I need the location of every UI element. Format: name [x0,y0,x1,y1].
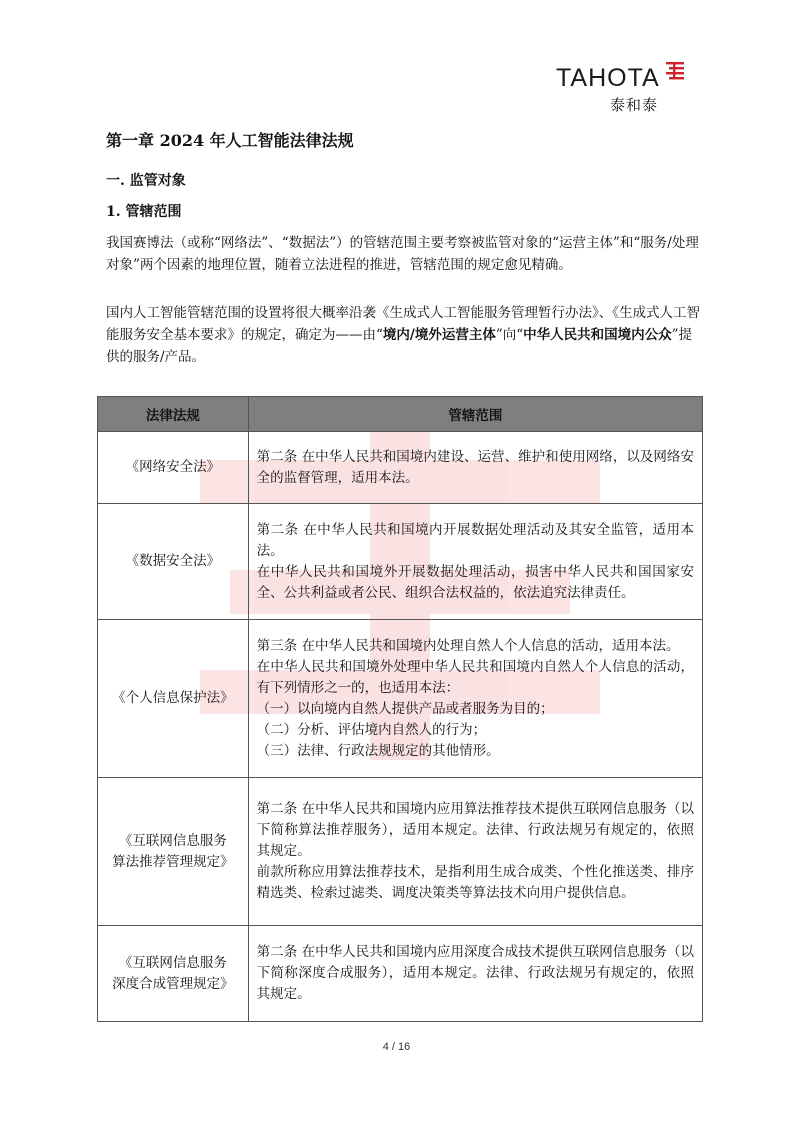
law-name-line: 深度合成管理规定》 [112,975,234,992]
law-name-line: 《互联网信息服务 [118,954,227,971]
logo-chinese-name: 泰和泰 [610,96,659,114]
law-name: 《个人信息保护法》 [98,620,249,778]
law-scope [248,778,702,926]
para2-text-a: 国内人工智能管辖范围的设置将很大概率沿袭《生成式人工智能服务管理暂行办法》、《生成式人工智能服务安全基本要求》的规定，确定为——由“ [106,305,700,343]
scope-line: （一）以向境内自然人提供产品或者服务为目的； [256,700,554,717]
section-title: 一. 监管对象 [106,173,186,189]
scope-line: （三）法律、行政法规规定的其他情形。 [256,742,500,759]
law-name [98,778,249,926]
chapter-title: 第一章 2024 年人工智能法律法规 [106,131,354,150]
paragraph-jurisdiction-scope [106,302,702,368]
law-name [98,926,249,1022]
table-row [98,620,703,778]
subsection-title: 1. 管辖范围 [106,204,182,220]
table-header-row [98,397,703,432]
law-scope [248,926,702,1022]
scope-line: 前款所称应用算法推荐技术，是指利用生成合成类、个性化推送类、排序精选类、检索过滤类、调度决策类等算法技术向用户提供信息。 [256,864,694,901]
law-name-line: 《互联网信息服务 [118,832,227,849]
para2-bold-public: 中华人民共和国境内公众 [523,327,672,343]
law-scope [248,620,702,778]
page-number: 4 / 16 [382,1041,411,1053]
scope-line: 在中华人民共和国境外处理中华人民共和国境内自然人个人信息的活动，有下列情形之一的，也适用本法： [256,658,694,696]
header-scope: 管辖范围 [248,397,702,432]
scope-line: 第二条 在中华人民共和国境内开展数据处理活动及其安全监管，适用本法。 [256,521,694,559]
header-law: 法律法规 [98,397,249,432]
table-row [98,778,703,926]
scope-line: 第二条 在中华人民共和国境内应用算法推荐技术提供互联网信息服务（以下简称算法推荐服务），适用本规定。法律、行政法规另有规定的，依照其规定。 [256,801,694,859]
table-row [98,432,703,504]
jurisdiction-table [97,396,703,1022]
law-name: 《数据安全法》 [98,504,249,620]
law-name-line: 算法推荐管理规定》 [112,853,234,870]
scope-line: （二）分析、评估境内自然人的行为； [256,721,487,738]
para2-text-c: ”提供的服务/产品。 [106,327,693,365]
logo-mark-icon [664,60,686,82]
para2-bold-operator: 境内/境外运营主体 [382,327,496,343]
table-row [98,504,703,620]
scope-line: 在中华人民共和国境外开展数据处理活动，损害中华人民共和国国家安全、公共利益或者公民、组织合法权益的，依法追究法律责任。 [256,563,694,601]
table-row [98,926,703,1022]
para2-text-b: ”向“ [495,327,524,343]
scope-line: 第二条 在中华人民共和国境内应用深度合成技术提供互联网信息服务（以下简称深度合成服务），适用本规定。法律、行政法规另有规定的，依照其规定。 [256,944,694,1002]
law-scope [248,432,702,504]
law-scope [248,504,702,620]
paragraph-jurisdiction-intro: 我国赛博法（或称“网络法”、“数据法”）的管辖范围主要考察被监管对象的“运营主体”和“服务/处理对象”两个因素的地理位置，随着立法进程的推进，管辖范围的规定愈见精确。 [106,235,699,273]
tahota-logo [556,58,696,118]
scope-line: 第三条 在中华人民共和国境内处理自然人个人信息的活动，适用本法。 [256,637,680,654]
scope-line: 第二条 在中华人民共和国境内建设、运营、维护和使用网络，以及网络安全的监督管理，适用本法。 [256,448,694,486]
logo-wordmark: TAHOTA [556,64,660,92]
law-name: 《网络安全法》 [98,432,249,504]
